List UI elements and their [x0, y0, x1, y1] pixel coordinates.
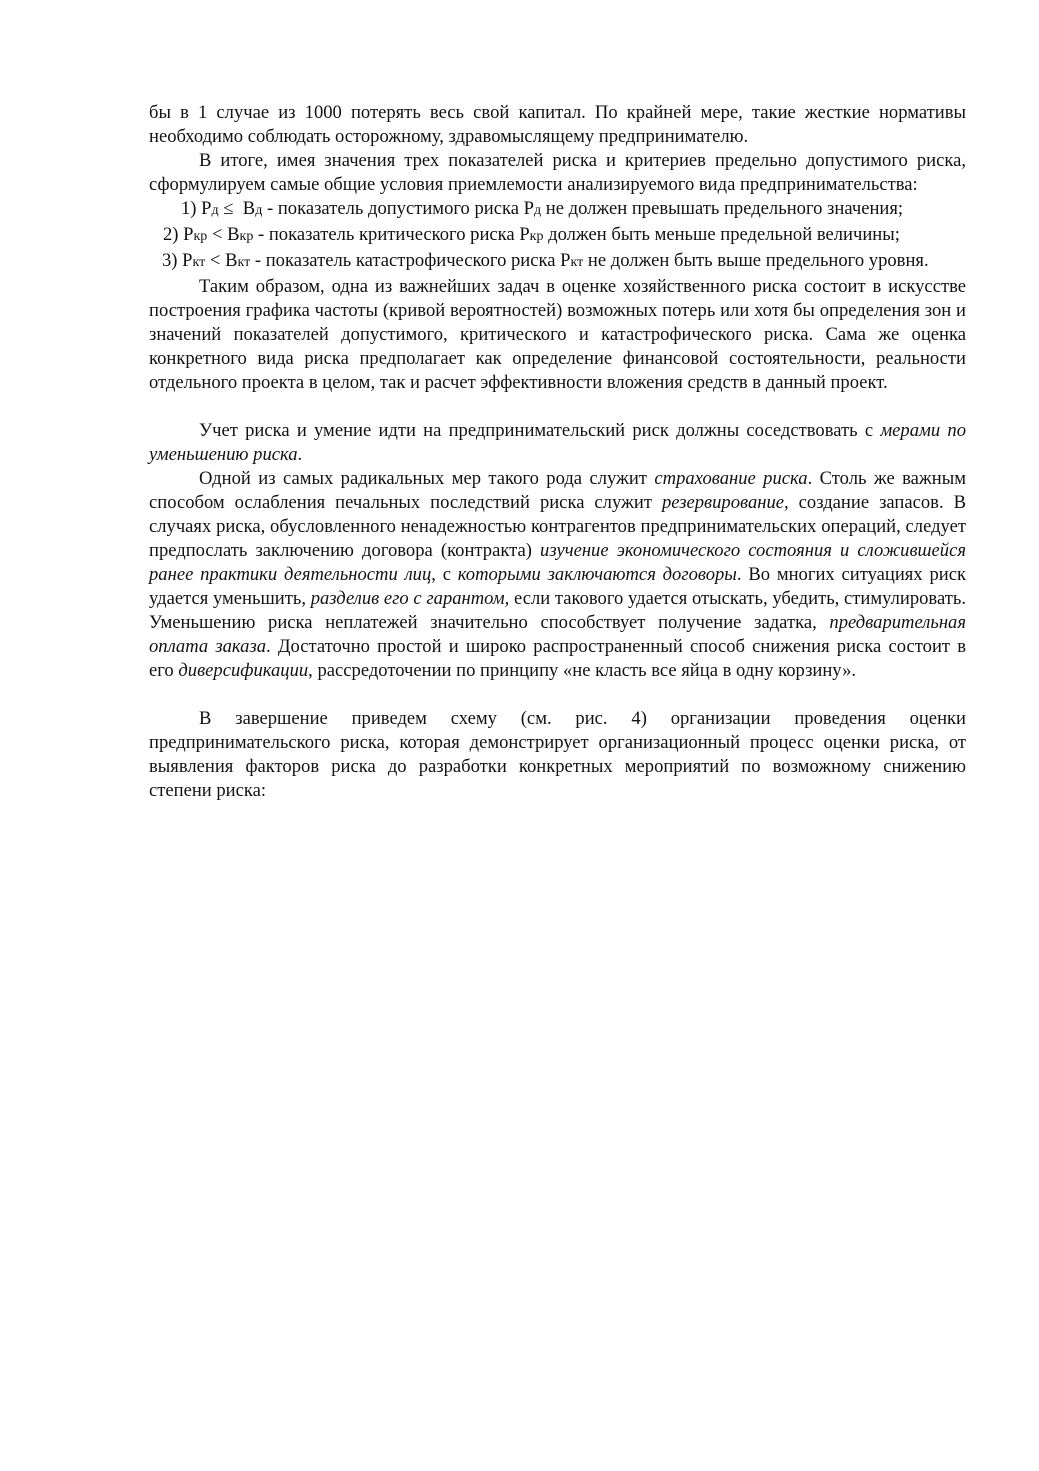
- italic-term: которыми заключаются договоры: [457, 564, 737, 585]
- comparison-sign: <: [209, 250, 221, 271]
- italic-term: предварительная оплата заказа: [149, 612, 966, 657]
- risk-symbol: Р: [182, 250, 193, 271]
- limit-subscript: д: [255, 203, 263, 218]
- condition-text-subscript: д: [533, 203, 542, 218]
- paragraph-risk-assessment-task: Таким образом, одна из важнейших задач в оценке хозяйственного риска состоит в искусстве построения графика частоты (кривой вероятностей) возможных потерь или хотя бы определения зон и значений показателей допустимого, критического и катастрофического риска. Сама же оценка конкретного вида риска предполагает как определение финансовой состоятельности, реальности отдельного проекта в целом, так и расчет эффективности вложения средств в данный проект.: [149, 276, 966, 393]
- comparison-sign: <: [211, 224, 223, 245]
- comparison-sign: ≤: [223, 198, 234, 219]
- text-run: , с: [431, 564, 458, 585]
- text-run: , если такового удается отыскать, убедить, стимулировать. Уменьшению риска неплатежей значительно способствует получение задатка,: [149, 588, 966, 633]
- limit-subscript: кр: [239, 229, 254, 244]
- text-run: , рассредоточении по принципу «не класть все яйца в одну корзину».: [308, 660, 857, 681]
- condition-catastrophic-risk: [149, 249, 966, 275]
- risk-subscript: кт: [192, 255, 206, 270]
- text-run: . Во многих ситуациях риск удается уменьшить,: [149, 564, 966, 609]
- condition-text-end: должен быть меньше предельной величины;: [543, 224, 900, 245]
- paragraph-gap: [149, 395, 966, 419]
- italic-term: страхование риска: [654, 468, 808, 489]
- risk-symbol: Р: [183, 224, 194, 245]
- italic-term: мерами по уменьшению риска: [149, 420, 967, 465]
- condition-text: - показатель допустимого риска Р: [266, 198, 534, 219]
- italic-term: разделив его с гарантом: [310, 588, 505, 609]
- paragraph-risk-reduction-measures: [149, 419, 966, 467]
- italic-term: изучение экономического состояния и сложившейся ранее практики деятельности лиц: [149, 540, 966, 585]
- risk-subscript: кр: [193, 229, 208, 244]
- italic-term: диверсификации: [178, 660, 309, 681]
- condition-critical-risk: [149, 223, 966, 249]
- paragraph-gap: [149, 683, 966, 707]
- condition-number: 2): [163, 224, 179, 245]
- text-run: . Достаточно простой и широко распространенный способ снижения риска состоит в его: [149, 636, 966, 681]
- text-run: Одной из самых радикальных мер такого рода служит: [199, 468, 655, 489]
- condition-text-subscript: кр: [529, 229, 544, 244]
- paragraph-conclusion-scheme: В завершение приведем схему (см. рис. 4) организации проведения оценки предпринимательского риска, которая демонстрирует организационный процесс оценки риска, от выявления факторов риска до разработки конкретных мероприятий по возможному снижению степени риска:: [149, 708, 966, 801]
- paragraph-capital-loss: бы в 1 случае из 1000 потерять весь свой капитал. По крайней мере, такие жесткие нормативы необходимо соблюдать осторожному, здравомыслящему предпринимателю.: [149, 102, 966, 147]
- risk-subscript: д: [211, 203, 219, 218]
- text-run: Учет риска и умение идти на предпринимательский риск должны соседствовать с: [199, 420, 881, 441]
- risk-symbol: Р: [201, 198, 212, 219]
- limit-symbol: В: [227, 224, 240, 245]
- italic-term: резервирование,: [661, 492, 789, 513]
- limit-subscript: кт: [237, 255, 251, 270]
- paragraph-risk-reduction-methods: [149, 467, 966, 683]
- condition-text-end: не должен превышать предельного значения;: [541, 198, 904, 219]
- text-run: . Столь же важным способом ослабления печальных последствий риска служит: [149, 468, 966, 513]
- limit-symbol: В: [242, 198, 256, 219]
- condition-permissible-risk: [149, 197, 966, 223]
- limit-symbol: В: [225, 250, 238, 271]
- condition-text-subscript: кт: [570, 255, 584, 270]
- condition-text: - показатель катастрофического риска Р: [254, 250, 571, 271]
- condition-number: 1): [181, 198, 197, 219]
- document-page: [149, 101, 966, 803]
- condition-text: - показатель критического риска Р: [258, 224, 530, 245]
- paragraph-acceptability-conditions: В итоге, имея значения трех показателей риска и критериев предельно допустимого риска, сформулируем самые общие условия приемлемости анализируемого вида предпринимательства:: [149, 150, 966, 195]
- condition-text-end: не должен быть выше предельного уровня.: [583, 250, 929, 271]
- condition-number: 3): [162, 250, 178, 271]
- text-run: .: [297, 444, 303, 465]
- text-run: создание запасов. В случаях риска, обусловленного ненадежностью контрагентов предпринимательских операций, следует предпослать заключению договора (контракта): [149, 492, 966, 561]
